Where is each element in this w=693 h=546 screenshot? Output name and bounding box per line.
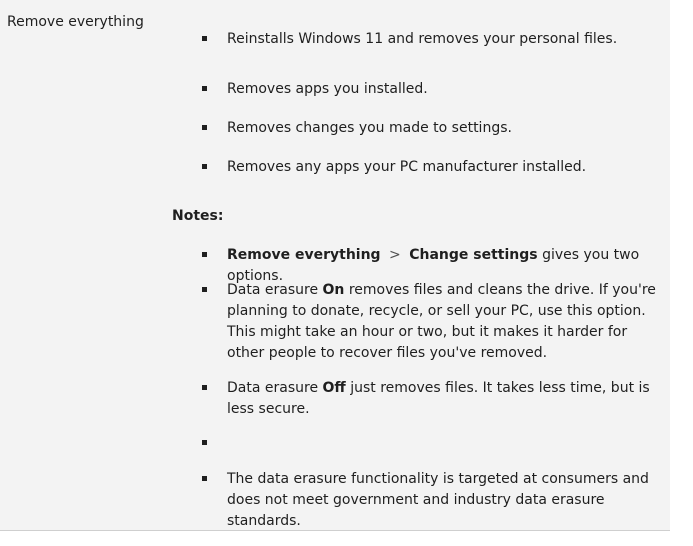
notes-item-text: [227, 378, 659, 420]
notes-item-suffix: removes files and cleans the drive. If you're planning to donate, recycle, or sell your PC, use this option. This might take an hour or two, but it makes it harder for other people to recover files you've removed.: [227, 282, 656, 361]
bullet-icon: [202, 252, 207, 257]
notes-item-text: The data erasure functionality is targeted at consumers and does not meet government and industry data erasure standards.: [227, 471, 649, 529]
strong-on: On: [322, 282, 345, 298]
bullet-icon: [202, 385, 207, 390]
notes-item-suffix: just removes files. It takes less time, but is less secure.: [227, 380, 650, 417]
bullet-icon: [202, 440, 207, 445]
list-item-text: Removes apps you installed.: [227, 81, 428, 97]
bullet-icon: [202, 287, 207, 292]
notes-list-item: [202, 378, 662, 420]
bullet-icon: [202, 36, 207, 41]
list-item-text: Removes any apps your PC manufacturer installed.: [227, 159, 587, 175]
bullet-icon: [202, 476, 207, 481]
notes-item-suffix: gives you two options.: [227, 247, 640, 284]
notes-list-item: [202, 469, 662, 529]
list-item-text: Removes changes you made to settings.: [227, 120, 512, 136]
separator: >: [389, 247, 401, 263]
list-item-text: Reinstalls Windows 11 and removes your personal files.: [227, 31, 618, 47]
notes-list-item: [202, 280, 662, 364]
section-label: Remove everything: [7, 14, 144, 30]
strong-off: Off: [322, 380, 346, 396]
notes-item-text: [227, 280, 659, 364]
strong-change-settings: Change settings: [409, 247, 538, 263]
notes-item-prefix: Data erasure: [227, 380, 323, 396]
bullet-icon: [202, 164, 207, 169]
bullet-icon: [202, 125, 207, 130]
strong-remove-everything: Remove everything: [227, 247, 381, 263]
notes-item-prefix: Data erasure: [227, 282, 323, 298]
bullet-icon: [202, 86, 207, 91]
notes-title: Notes:: [172, 208, 224, 224]
